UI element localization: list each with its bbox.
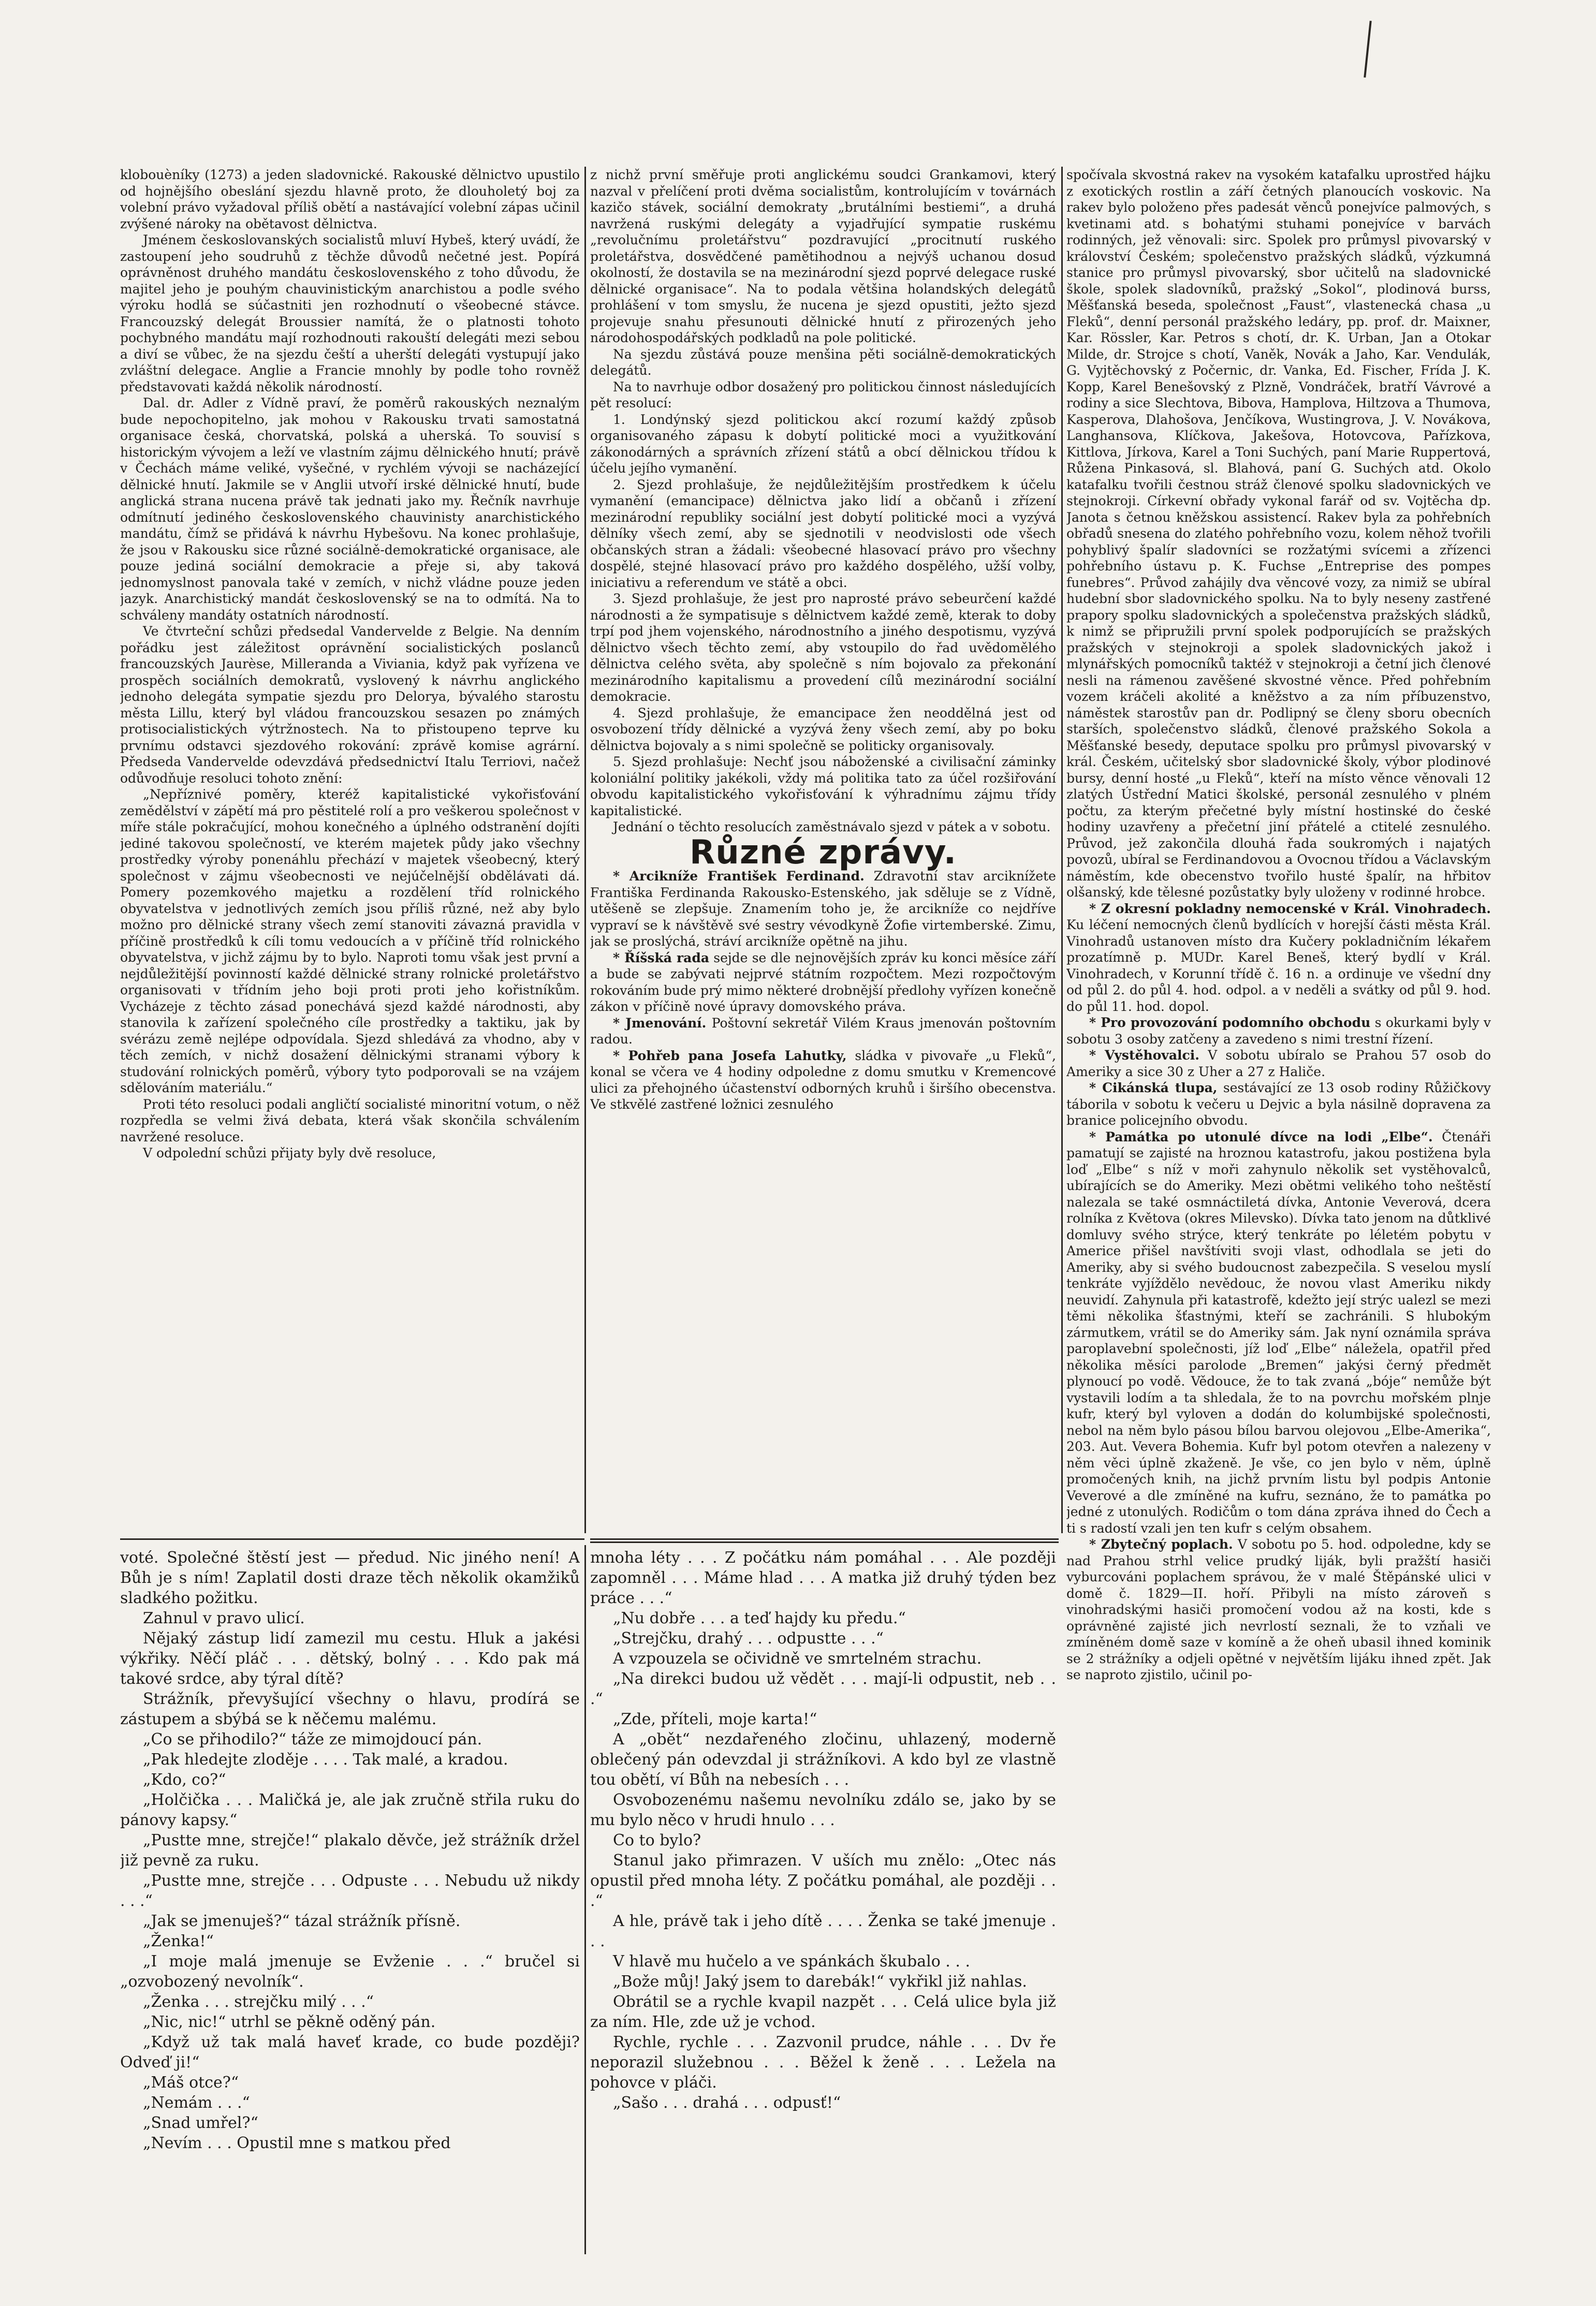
paragraph: Nějaký zástup lidí zamezil mu cestu. Hluk a jakési výkřiky. Něčí pláč . . . dětský, bolný . . . Kdo pak má takové srdce, aby týral dítě? xyxy=(120,1629,580,1688)
paragraph: „Co se přihodilo?“ táže ze mimojdoucí pán. xyxy=(143,1730,482,1749)
paragraph: „Strejčku, drahý . . . odpustte . . .“ xyxy=(613,1629,884,1648)
paragraph: „Pustte mne, strejče!“ plakalo děvče, jež strážník držel již pevně za ruku. xyxy=(120,1831,580,1870)
paragraph: „Nic, nic!“ utrhl se pěkně oděný pán. xyxy=(143,2013,436,2031)
resolution-quote: „Nepříznivé poměry, kteréž kapitalistické vykořisťování zemědělství v zápětí má pro pěstitelé rolí a pro veškerou společnost v míře stále pokračující, mohou konečného a úplného odstranění dojíti jediné takovou společností, ve kterém majetek půdy jako všechny prostředky výroby ponenáhlu přechází v majetek všeobecný, který společnost v zájmu všeobecnosti ve nejúčelnější obdělávati dá. Pomery pozemkového majetku a rozdělení tříd rolnického obyvatelstva v jednotlivých zemích jsou příliš různé, než aby bylo možno pro dělnické strany všech zemí stanoviti závazná pravidla v příčině prostředků k cíli tomu vedoucích a v příčině tříd rolnického obyvatelstva, v jichž zájmu by to bylo. Naproti tomu však jest první a nejdůležitější povinností každé dělnické strany rolnické proletářstvo organisovati v třídním jeho boji proti proti jeho kořistníkům. Vycházeje z těchto zásad ponechává sjezd každé národnosti, aby stanovila k zařízení společného cíle prostředky a taktiku, jak by svérázu země nejlépe odpovídala. Sjezd shledává za vhodno, aby v těch zemích, v nichž dosažení dělnickými stranami výbory k studování rolnických poměrů, výbory tyto podporovali se na vzájem sdělováním materiálu.“ xyxy=(120,787,580,1095)
feuilleton-rule xyxy=(590,1541,1059,1543)
paragraph: voté. Společné štěstí jest — předud. Nic jiného není! A Bůh je s ním! Zaplatil dosti draze těch několik okamžiků sladkého požitku. xyxy=(120,1549,580,1607)
news-item xyxy=(1066,1129,1491,1537)
paragraph: Zahnul v pravo ulicí. xyxy=(143,1609,305,1627)
paragraph: „Nu dobře . . . a teď hajdy ku předu.“ xyxy=(613,1609,906,1627)
news-item xyxy=(1066,901,1491,1015)
news-text: V sobotu po 5. hod. odpoledne, kdy se nad Prahou strhl velice prudký liják, byli pražští hasiči vyburcováni poplachem správou, že v malé Štěpánské ulici v domě č. 1829—II. hoří. Přibyli na místo zároveň s vinohradskými hasiči promočení vodou až na kosti, kde s oprávněné zajisté jich nevrlostí seznali, že to vzňali ve zmíněném domě saze v komíně a že oheň ubasil ihned kominik se 2 strážníky a odjeli opětné v největším lijáku ihned zpět. Jak se naproto zjistilo, učinil po- xyxy=(1066,1537,1491,1682)
news-text: Ku léčení nemocných členů bydlících v horejší části města Král. Vinohradů ustanoven místo dra Kučery pokladničním lékařem prozatímně p. MUDr. Karel Beneš, který bydlí v Král. Vinohradech, v Korunní třídě č. 16 n. a ordinuje ve všední dny od půl 2. do půl 4. hod. odpol. a v neděli a svátky od půl 9. hod. do půl 11. hod. dopol. xyxy=(1066,917,1491,1014)
column-rule xyxy=(584,1545,586,2254)
paragraph: „Ženka!“ xyxy=(143,1932,214,1950)
paragraph: „Holčička . . . Maličká je, ale jak zručně střila ruku do pánovy kapsy.“ xyxy=(120,1791,580,1829)
news-lead: * Z okresní pokladny nemocenské v Král. Vinohradech. xyxy=(1089,901,1491,916)
section-heading: Různé zprávy. xyxy=(689,833,957,872)
paragraph: „Sašo . . . drahá . . . odpusť!“ xyxy=(613,2094,841,2112)
feuilleton-rule xyxy=(120,1538,584,1540)
news-lead: * Zbytečný poplach. xyxy=(1089,1537,1233,1552)
paragraph: „Kdo, co?“ xyxy=(143,1771,226,1789)
resolution-item: 5. Sjezd prohlašuje: Nechť jsou náboženské a civilisační záminky koloniální politiky jakékoli, vždy má politika tato za účel rozšiřování obvodu kapitalistického vykořisťování k výhradnímu zájmu třídy kapitalistické. xyxy=(590,754,1056,818)
column-rule xyxy=(584,167,586,1533)
paragraph: z nichž první směřuje proti anglickému soudci Grankamovi, který nazval v přelíčení proti dvěma socialistům, kontrolujícím v továrnách kazičo stávek, sociální demokraty „brutálními bestiemi“, a druhá navržená ruskými delegáty a vyjadřující sympatie ruskému „revolučnímu proletářstvu“ pozdravující „procitnutí ruského proletářstva, dosvědčené pamětihodnou a nejvýš uchanou dosud okolností, že dostavila se na mezinárodní sjezd poprvé delegace ruské dělnické organisace“. Na to podala většina holandských delegátů prohlášení v tom smyslu, že nucena je sjezd opustiti, ježto sjezd projevuje snahu přesunouti dělnické hnutí z přirozených jeho národohospodářských podkladů na pole politické. xyxy=(590,167,1056,345)
news-text: sestávající ze 13 osob rodiny Růžičkovy táborila v sobotu k večeru u Dejvic a byla násilně dopravena za branice policejního obvodu. xyxy=(1066,1080,1491,1128)
paragraph: „Máš otce?“ xyxy=(143,2074,239,2092)
news-item xyxy=(590,868,1056,950)
paragraph: Na to navrhuje odbor dosažený pro politickou činnost následujících pět resolucí: xyxy=(590,379,1056,410)
paragraph: Osvobozenému našemu nevolníku zdálo se, jako by se mu bylo něco v hrudi hnulo . . . xyxy=(590,1791,1056,1829)
news-lead: * Pro provozování podomního obchodu xyxy=(1089,1015,1371,1030)
paragraph: „Na direkci budou už vědět . . . mají-li odpustit, neb . . .“ xyxy=(590,1670,1056,1708)
paragraph: Stanul jako přimrazen. V uších mu znělo: „Otec nás opustil před mnoha léty. Z počátku pomáhal, ale později . . .“ xyxy=(590,1852,1056,1910)
paragraph: „Pustte mne, strejče . . . Odpuste . . . Nebudu už nikdy . . .“ xyxy=(120,1872,580,1910)
news-lead: * Vystěhovalci. xyxy=(1089,1048,1199,1063)
margin-mark xyxy=(1364,21,1371,78)
paragraph: A „obět“ nezdařeného zločinu, uhlazený, moderně oblečený pán odevzdal ji strážníkovi. A kdo byl ze vlastně tou obětí, ví Bůh na nebesích . . . xyxy=(590,1730,1056,1789)
paragraph: „I moje malá jmenuje se Evženie . . .“ bručel si „ozvobozený nevolník“. xyxy=(120,1952,580,1991)
news-item xyxy=(590,1048,1056,1113)
news-lead: * Pohřeb pana Josefa Lahutky, xyxy=(613,1048,847,1063)
resolution-item: 4. Sjezd prohlašuje, že emancipace žen neoddělná jest od osvobození třídy dělnické a vyzývá ženy všech zemí, aby po boku dělnictva bojovaly a s nimi společně se politicky organisovaly. xyxy=(590,705,1056,753)
feuilleton-column-2 xyxy=(590,1548,1056,2254)
news-lead: * Jmenování. xyxy=(613,1015,707,1031)
resolution-item: 3. Sjezd prohlašuje, že jest pro naprosté právo sebeurčení každé národnosti a že sympatisuje s dělnictvem každé země, kterak to doby trpí pod jhem vojenského, národnostního a jiného despotismu, vyzývá dělnictvo všech těchto zemí, aby vstoupilo do řad uvědomělého dělnictva celého světa, aby společně s ním bojovalo za překonání mezinárodního kapitalismu a provedení cílů mezinárodní sociální demokracie. xyxy=(590,591,1056,704)
news-text: Čtenáři pamatují se zajisté na hroznou katastrofu, jakou postižena byla loď „Elbe“ s níž v moři zahynulo několik set vystěhovalců, ubírajících se do Ameriky. Mezi obětmi velikého toho neštěstí nalezala se také osmnáctiletá dívka, Antonie Veverová, dcera rolníka z Květova (okres Milevsko). Dívka tato jenom na důtklivé domluvy svého strýce, který tenkráte po léletém pobytu v Americe přišel navštíviti svoji vlast, odhodlala se jeti do Ameriky, aby si svého budoucnost zabezpečila. S veselou myslí tenkráte vyjíždělo nevědouc, že novou vlast Ameriku nikdy neuvidí. Zahynula při katastrofě, kdežto její strýc ualezl se mezi těmi několika šťastnými, kteří se zachránili. S hlubokým zármutkem, vrátil se do Ameriky sám. Jak nyní oznámila správa paroplavební společnosti, jíž loď „Elbe“ náležela, opatřil před několika měsíci parolode „Bremen“ jakýsi černý předmět plynoucí po vodě. Vědouce, že to tak zvaná „bóje“ nemůže být vystavili lodím a ta shledala, že to na povrchu mořském plnje kufr, který byl vyloven a dodán do kolumbijské společnosti, nebol na něm bylo pásou bílou barvou olejovou „Elbe-Amerika“, 203. Aut. Vevera Bohemia. Kufr byl potom otevřen a nalezeny v něm věci úplně zkaženě. Je vše, co jen bylo v něm, úplně promočených knih, na jichž prvním listu byl podpis Antonie Veverové a dle zmíněné na kufru, seznáno, že to památka po jedné z utonulých. Rodičům o tom dána zpráva ihned do Čech a ti s radostí vzali jen ten kufr s celým obsahem. xyxy=(1066,1129,1491,1536)
paragraph: „Pak hledejte zloděje . . . . Tak malé, a kradou. xyxy=(143,1751,508,1769)
news-text: sládka v pivovaře „u Fleků“, konal se včera ve 4 hodiny odpoledne z domu smutku v Kremencové ulici za přehojného účastenství odborných kruhů i širšího obecenstva. Ve stkvělé zastřené ložnici zesnulého xyxy=(590,1048,1056,1112)
news-text: Zdravotní stav arciknížete Františka Ferdinanda Rakousko-Estenského, jak sděluje se z Vídně, utěšeně se zlepšuje. Znamením toho je, že arcikníže co nejdříve vypraví se k návštěvě své sestry vévodkyně Žofie virtemberské. Zimu, jak se proslýchá, stráví arcikníže opětně na jihu. xyxy=(590,869,1056,949)
feuilleton-column-1 xyxy=(120,1548,580,2254)
paragraph: „Když už tak malá haveť krade, co bude později? Odveď ji!“ xyxy=(120,2033,580,2072)
paragraph: Na sjezdu zůstává pouze menšina pěti sociálně-demokratických delegátů. xyxy=(590,346,1056,378)
feuilleton-rule xyxy=(590,1538,1059,1540)
paragraph: Jednání o těchto resolucích zaměstnávalo sjezd v pátek a v sobotu. xyxy=(613,819,1051,834)
paragraph: Ve čtvrteční schůzi předsedal Vandervelde z Belgie. Na denním pořádku jest záležitost oprávnění socialistických poslanců francouzských Jaurèse, Milleranda a Viviania, když pak vyřízena ve prospěch sociálních demokratů, vyslovený k návrhu anglického jednoho delegáta sympatie sjezdu pro Delorya, bývalého starostu města Lillu, který byl vládou francouzskou sesazen po známých protisocialistických výtržnostech. Na to přistoupeno teprve ku prvnímu odstavci sjezdového rokování: zprávě komise agrární. Předseda Vandervelde odevzdává předsednictví Italu Terriovi, načež odůvodňuje resoluci tohoto znění: xyxy=(120,624,580,786)
article-column-1 xyxy=(120,167,580,1533)
news-lead: * Památka po utonulé dívce na lodi „Elbe“. xyxy=(1089,1129,1433,1144)
paragraph: „Snad umřel?“ xyxy=(143,2114,258,2132)
paragraph: A hle, právě tak i jeho dítě . . . . Ženka se také jmenuje . . . xyxy=(590,1912,1056,1950)
paragraph: „Zde, příteli, moje karta!“ xyxy=(613,1710,817,1728)
news-lead: * Říšská rada xyxy=(613,950,710,965)
resolution-item: 1. Londýnský sjezd politickou akcí rozumí každý způsob organisovaného zápasu k dobytí politické moci a využitkování zákonodárných a správních zřízení států a obcí dělnickou třídou k účelu jejího vymanění. xyxy=(590,412,1056,476)
paragraph: „Bože můj! Jaký jsem to darebák!“ vykřikl již nahlas. xyxy=(613,1973,1027,1991)
news-text: V sobotu ubíralo se Prahou 57 osob do Ameriky a sice 30 z Uher a 27 z Haliče. xyxy=(1066,1048,1491,1079)
paragraph: V odpolední schůzi přijaty byly dvě resoluce, xyxy=(143,1145,436,1161)
paragraph: „Jak se jmenuješ?“ tázal strážník přísně. xyxy=(143,1912,461,1930)
paragraph: mnoha léty . . . Z počátku nám pomáhal . . . Ale později zapomněl . . . Máme hlad . . . A matka již druhý týden bez práce . . .“ xyxy=(590,1549,1056,1607)
paragraph: Proti této resoluci podali angličtí socialisté minoritní votum, o něž rozpředla se velmi živá debata, která však skončila schválením navržené resoluce. xyxy=(120,1096,580,1144)
paragraph: „Ženka . . . strejčku milý . . .“ xyxy=(143,1993,374,2011)
paragraph: V hlavě mu hučelo a ve spánkách škubalo . . . xyxy=(613,1952,970,1971)
paragraph: „Nevím . . . Opustil mne s matkou před xyxy=(143,2134,451,2152)
paragraph: Strážník, převyšující všechny o hlavu, prodírá se zástupem a sbýbá se k něčemu malému. xyxy=(120,1690,580,1728)
news-item xyxy=(1066,1047,1491,1080)
news-text: Poštovní sekretář Vilém Kraus jmenován poštovním radou. xyxy=(590,1015,1056,1047)
news-item xyxy=(590,950,1056,1015)
paragraph: Dal. dr. Adler z Vídně praví, že poměrů rakouských neznalým bude nepochopitelno, jak mohou v Rakousku trvati samostatná organisace česká, chorvatská, polská a uherská. To souvisí s historickým vývojem a leží ve vlastním zájmu dělnického hnutí; právě v Čechách máme veliké, vyšečné, v rychlém vývoji se nacházející dělnické hnutí. Jakmile se v Anglii utvoří irské dělnické hnutí, bude anglická strana nucena právě tak jednati jako my. Řečník navrhuje odmítnutí jediného československého chauvinisty anarchistického mandátu, čímž se přidává k návrhu Hybešovu. Na konec prohlašuje, že jsou v Rakousku sice různé sociálně-demokratické organisace, ale pouze jediná sociální demokracie a přeje si, aby taková jednomyslnost panovala také v zemích, v nichž vládne pouze jeden jazyk. Anarchistický mandát československý se na to odmítá. Na to schváleny mandáty ostatních národností. xyxy=(120,395,580,623)
paragraph: Jménem českoslovanských socialistů mluví Hybeš, který uvádí, že zastoupení jeho soudruhů z těchže důvodů nečetné jest. Popírá oprávněnost druhého mandátu československého z toho důvodu, že majitel jeho je pouhým chauvinistickým anarchistou a podle svého výroku hodlá se súčastniti jen rozhodnutí o všeobecné stávce. Francouzský delegát Broussier namítá, že o platnosti tohoto pochybného mandátu mají rozhodnouti rakouští delegáti mezi sebou a diví se vůbec, že na sjezdu čeští a uherští delegáti vystupují jako zvláštní delegace. Anglie a Francie mnohly by podle toho rovněž představovati každá několik národností. xyxy=(120,232,580,394)
resolution-item: 2. Sjezd prohlašuje, že nejdůležitějším prostředkem k účelu vymanění (emancipace) dělnictva jako lidí a občanů i zřízení mezinárodní republiky sociální jest dobytí politické moci a vyzývá dělníky všech zemí, aby se sjednotili v neodvislosti ode všech občanských stran a žádali: všeobecné hlasovací právo pro všechny dospělé, stejné hlasovací právo pro každého dospělého, užší volby, iniciativu a referendum ve státě a obci. xyxy=(590,477,1056,590)
news-item xyxy=(1066,1015,1491,1047)
news-lead: * Arcikníže František Ferdinand. xyxy=(613,869,865,884)
paragraph: spočívala skvostná rakev na vysokém katafalku uprostřed hájku z exotických rostlin a září četných planoucích voskovic. Na rakev bylo položeno přes padesát věnců ponejvíce palmových, s kvetinami atd. s bohatými stuhami ponejvíce v barvách rodinných, jež věnovali: sirc. Spolek pro průmysl pivovarský v království Českém; společenstvo pražských sládků, výzkumná stanice pro průmysl pivovarský, sbor učitelů na sladovnické škole, spolek sladovníků, pražský „Sokol“, plodinová burss, Měšťanská beseda, společnost „Faust“, vlastenecká chasa „u Fleků“, denní personál pražského ledáry, pp. prof. dr. Maixner, Kar. Rössler, Kar. Petros s chotí, dr. K. Urban, Jan a Otokar Milde, dr. Strojce s chotí, Vaněk, Novák a Jaho, Kar. Vendulák, G. Vyjtěchovský z Počernic, dr. Vanka, Ed. Fischer, Frída J. K. Kopp, Karel Benešovský z Plzně, Vondráček, bratří Vávrové a rodiny a sice Slechtova, Bibova, Hamplova, Hiltzova a Thumova, Kasperova, Dlahošova, Jenčíkova, Wustingrova, J. V. Novákova, Langhansova, Klíčkova, Jakešova, Hotovcova, Pařízkova, Kittlova, Jírkova, Karel a Toni Suchých, paní Marie Ruppertová, Růžena Pinkasová, sl. Blahová, paní G. Suchých atd. Okolo katafalku tvořili čestnou stráž členové spolku sladovnických ve stejnokroji. Církevní obřady vykonal farář od sv. Vojtěcha dp. Janota s četnou kněžskou assistencí. Rakev byla za pohřebních obřadů snesena do zlatého pohřebního vozu, kolem něhož tvořili pohyblivý špalír sladovníci se rozžatými svícemi a zřízenci pohřebního ústavu p. K. Fuchse „Entreprise des pompes funebres“. Průvod zahájily dva věncové vozy, za nimiž se ubíral hudební sbor sladovnického spolku. Na to byly neseny zastřené prapory spolku sladovnických a společenstva pražských sládků, k nimž se připružili první spolek podporujících se pražských pražských v stejnokroji a spolek sladovnických jakož i mlynářských pomocníků taktéž v stejnokroji a četní jich členové nesli na rámenou zavěšené skvostné věnce. Před pohřebním vozem kráčeli akolité a kněžstvo a za ním příbuzenstvo, náměstek starostův pan dr. Podlipný se členy sboru obecních starších, společenstvo sládků, členové pražského Sokola a Měšťanské besedy, deputace spolku pro průmysl pivovarský v král. Českém, učitelský sbor sladovnické školy, výbor plodinové bursy, denní hosté „u Fleků“, kteří na místo věnce věnovali 12 zlatých Ústřední Matici školské, personál zesnulého v plném počtu, za kterým přečetné byly místní hostinské do české hodiny uzavřeny a přečetní jiní přátelé a ctitelé zesnulého. Průvod, jež zakončila dlouhá řada soukromých i najatých povozů, ubíral se Ferdinandovou a Ovocnou třídou a Václavským náměstím, kde obecenstvo tvořilo husté špalír, na hřbitov olšanský, kde tělesné pozůstatky byly uloženy v rodinné hrobce. xyxy=(1066,167,1491,900)
news-item xyxy=(590,1015,1056,1048)
paragraph: A vzpouzela se očividně ve smrtelném strachu. xyxy=(613,1650,982,1668)
article-column-2 xyxy=(590,167,1056,1533)
news-text: sejde se dle nejnovějších zpráv ku konci měsíce září a bude se zabývati nejprvé státním rozpočtem. Mezi rozpočtovým rokováním bude prý mimo některé drobnější předlohy vyřízen konečně zákon v příčině nové úpravy domovského práva. xyxy=(590,950,1056,1014)
paragraph: „Nemám . . .“ xyxy=(143,2094,250,2112)
paragraph: Obrátil se a rychle kvapil nazpět . . . Celá ulice byla již za ním. Hle, zde už je vchod. xyxy=(590,1993,1056,2031)
news-item xyxy=(1066,1536,1491,1683)
paragraph: Rychle, rychle . . . Zazvonil prudce, náhle . . . Dv ře neporazil služebnou . . . Běžel k ženě . . . Ležela na pohovce v pláči. xyxy=(590,2033,1056,2092)
news-text: s okurkami byly v sobotu 3 osoby zatčeny a zavedeno s nimi trestní řízení. xyxy=(1066,1015,1491,1047)
news-item xyxy=(1066,1080,1491,1129)
news-lead: * Cikánská tlupa, xyxy=(1089,1080,1218,1095)
paragraph: klobouèníky (1273) a jeden sladovnické. Rakouské dělnictvo upustilo od hojnějšího obeslání sjezdu hlavně proto, že dlouholetý boj za volební právo vyžadoval příliš obětí a nastávající volební zápas učinil zvýšené nároky na obětavost dělnictva. xyxy=(120,167,580,231)
column-rule xyxy=(1061,167,1063,1533)
paragraph: Co to bylo? xyxy=(613,1831,701,1849)
article-column-3 xyxy=(1066,167,1491,2253)
